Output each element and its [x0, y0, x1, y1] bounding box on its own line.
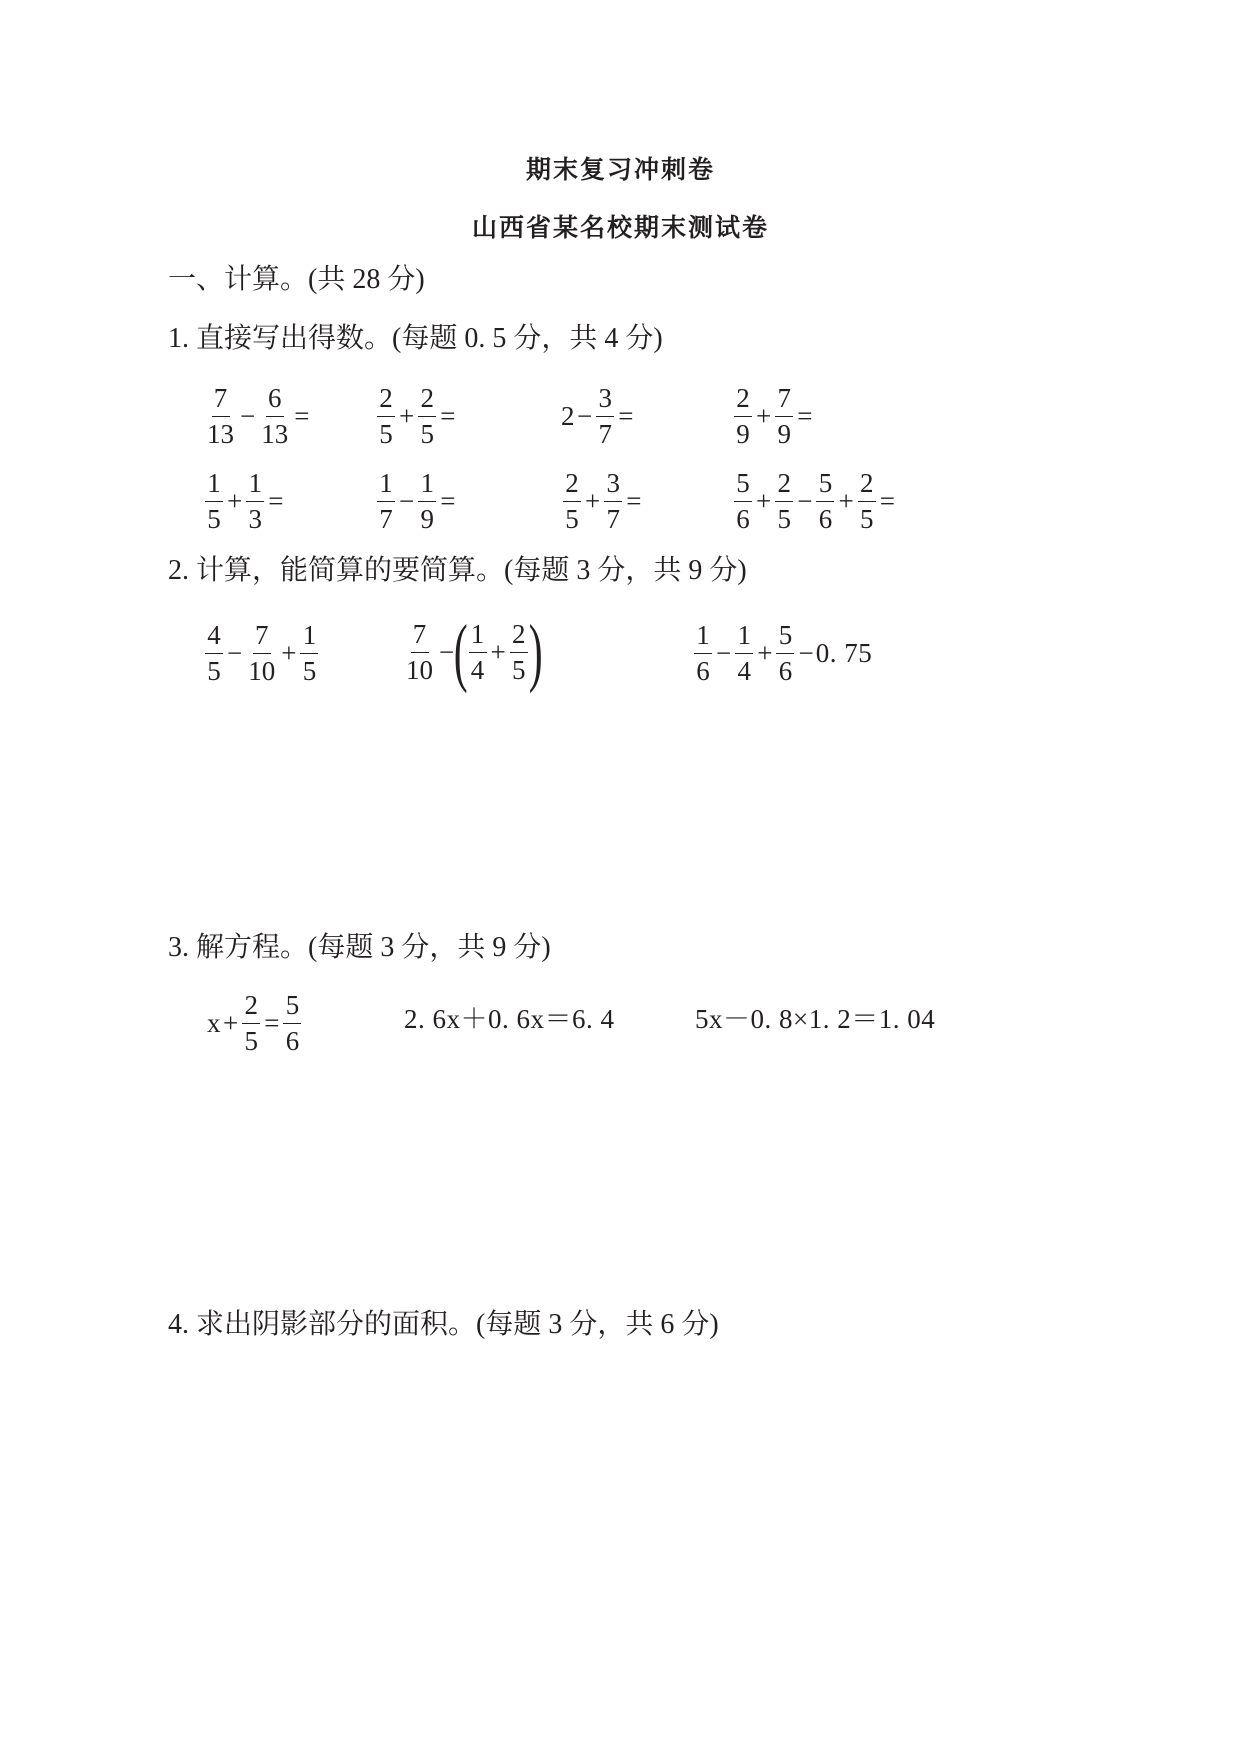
operator: + — [281, 638, 297, 668]
operator: − — [399, 486, 415, 516]
operator: = — [626, 486, 642, 516]
fraction — [246, 470, 264, 533]
fraction-numerator: 1 — [246, 470, 264, 502]
q1-expression — [375, 470, 456, 533]
q1-expression — [561, 470, 642, 533]
q1-expression — [375, 385, 456, 448]
fraction-numerator: 5 — [776, 622, 794, 654]
fraction — [734, 470, 752, 533]
term: 2. 6x＋0. 6x＝6. 4 — [404, 1004, 615, 1034]
fraction — [776, 622, 794, 685]
question-3-heading: 3. 解方程。(每题 3 分，共 9 分) — [168, 932, 551, 963]
fraction-numerator: 5 — [734, 470, 752, 502]
fraction — [404, 618, 435, 685]
fraction-numerator: 3 — [604, 470, 622, 502]
fraction-denominator: 5 — [859, 504, 874, 534]
fraction-numerator: 7 — [253, 622, 271, 654]
fraction-denominator: 9 — [736, 419, 750, 449]
operator: = — [264, 1008, 280, 1038]
fraction-numerator: 7 — [212, 385, 230, 417]
fraction — [205, 622, 223, 685]
operator: + — [227, 486, 243, 516]
operator: − — [797, 486, 813, 516]
q1-expression — [561, 385, 634, 448]
q2-expression — [203, 622, 320, 685]
question-1-heading: 1. 直接写出得数。(每题 0. 5 分，共 4 分) — [168, 323, 663, 354]
q3-equation — [207, 992, 303, 1055]
fraction-denominator: 9 — [420, 504, 434, 534]
fraction-numerator: 2 — [563, 470, 581, 502]
operator: = — [440, 401, 456, 431]
fraction-denominator: 6 — [818, 504, 833, 534]
section-heading: 一、计算。(共 28 分) — [168, 264, 425, 295]
operator: + — [223, 1008, 239, 1038]
fraction-numerator: 2 — [510, 621, 528, 653]
operator: + — [756, 401, 772, 431]
term: 2 — [561, 401, 575, 431]
fraction — [816, 470, 834, 533]
fraction-denominator: 7 — [606, 504, 620, 534]
operator: = — [618, 401, 634, 431]
operator: = — [797, 401, 813, 431]
fraction — [469, 618, 487, 685]
fraction — [259, 385, 290, 448]
fraction-denominator: 3 — [248, 504, 262, 534]
operator: − — [227, 638, 243, 668]
q1-expression — [203, 385, 310, 448]
fraction-numerator: 2 — [242, 992, 260, 1024]
q1-expression — [203, 470, 284, 533]
fraction-denominator: 4 — [470, 654, 485, 685]
fraction — [418, 385, 436, 448]
fraction-numerator: 4 — [205, 622, 223, 654]
operator: = — [879, 486, 895, 516]
operator: − — [240, 401, 256, 431]
term: x — [207, 1008, 221, 1038]
question-2-heading: 2. 计算，能简算的要简算。(每题 3 分，共 9 分) — [168, 555, 747, 586]
fraction-numerator: 2 — [775, 470, 793, 502]
fraction-numerator: 7 — [411, 621, 429, 653]
fraction-numerator: 5 — [283, 992, 301, 1024]
fraction — [283, 992, 301, 1055]
fraction-denominator: 10 — [248, 656, 276, 686]
fraction — [858, 470, 876, 533]
fraction-denominator: 6 — [696, 656, 710, 686]
fraction-denominator: 6 — [778, 656, 793, 686]
fraction-numerator: 1 — [469, 621, 487, 653]
fraction-denominator: 9 — [777, 419, 791, 449]
term: 0. 75 — [815, 638, 873, 668]
fraction-denominator: 5 — [302, 656, 317, 686]
fraction — [596, 385, 614, 448]
page-subtitle: 山西省某名校期末测试卷 — [471, 213, 769, 242]
operator: = — [268, 486, 284, 516]
q1-expression — [732, 385, 813, 448]
fraction-numerator: 1 — [418, 470, 436, 502]
fraction-denominator: 7 — [379, 504, 393, 534]
fraction-numerator: 3 — [596, 385, 614, 417]
operator: + — [757, 638, 773, 668]
fraction — [377, 385, 395, 448]
fraction-numerator: 5 — [816, 470, 834, 502]
fraction — [242, 992, 260, 1055]
fraction-numerator: 1 — [205, 470, 223, 502]
fraction-numerator: 2 — [858, 470, 876, 502]
operator: = — [440, 486, 456, 516]
question-4-heading: 4. 求出阴影部分的面积。(每题 3 分，共 6 分) — [168, 1309, 719, 1340]
fraction-numerator: 2 — [418, 385, 436, 417]
fraction — [205, 470, 223, 533]
term: 5x－0. 8×1. 2＝1. 04 — [695, 1004, 936, 1034]
fraction-numerator: 1 — [300, 622, 318, 654]
q2-expression — [692, 622, 872, 685]
fraction-denominator: 5 — [512, 654, 526, 685]
operator: − — [798, 638, 814, 668]
fraction-numerator: 1 — [377, 470, 395, 502]
fraction — [246, 622, 277, 685]
fraction-denominator: 6 — [736, 504, 750, 534]
fraction-denominator: 6 — [285, 1026, 300, 1056]
fraction-denominator: 5 — [379, 419, 393, 449]
operator: + — [756, 486, 772, 516]
operator: + — [399, 401, 415, 431]
operator: − — [577, 401, 593, 431]
bracket: ( — [453, 610, 468, 694]
fraction — [775, 385, 793, 448]
q1-expression — [732, 470, 896, 533]
fraction — [418, 470, 436, 533]
fraction-numerator: 7 — [775, 385, 793, 417]
fraction-denominator: 5 — [420, 419, 434, 449]
fraction — [604, 470, 622, 533]
operator: + — [585, 486, 601, 516]
fraction-denominator: 5 — [777, 504, 791, 534]
operator: − — [439, 636, 455, 667]
q2-expression — [402, 610, 543, 694]
fraction-numerator: 1 — [694, 622, 712, 654]
q3-equation — [404, 1006, 615, 1033]
fraction-denominator: 5 — [244, 1026, 258, 1056]
fraction — [775, 470, 793, 533]
fraction — [300, 622, 318, 685]
fraction-denominator: 7 — [598, 419, 612, 449]
fraction-denominator: 5 — [207, 656, 221, 686]
fraction — [377, 470, 395, 533]
fraction — [734, 385, 752, 448]
q3-equation — [695, 1006, 935, 1033]
fraction — [694, 622, 712, 685]
fraction-denominator: 10 — [406, 654, 433, 685]
fraction-denominator: 5 — [207, 504, 221, 534]
operator: = — [294, 401, 310, 431]
fraction-numerator: 1 — [735, 622, 753, 654]
fraction-denominator: 4 — [737, 656, 751, 686]
fraction — [510, 618, 528, 685]
operator: + — [490, 636, 506, 667]
bracket: ) — [528, 610, 543, 694]
page-title: 期末复习冲刺卷 — [525, 155, 715, 184]
operator: + — [838, 486, 854, 516]
fraction-denominator: 5 — [565, 504, 579, 534]
fraction-numerator: 2 — [377, 385, 395, 417]
fraction-numerator: 6 — [266, 385, 284, 417]
fraction — [735, 622, 753, 685]
fraction — [563, 470, 581, 533]
fraction-numerator: 2 — [734, 385, 752, 417]
fraction-denominator: 13 — [207, 419, 234, 449]
fraction — [205, 385, 236, 448]
fraction-denominator: 13 — [261, 419, 289, 449]
operator: − — [716, 638, 732, 668]
